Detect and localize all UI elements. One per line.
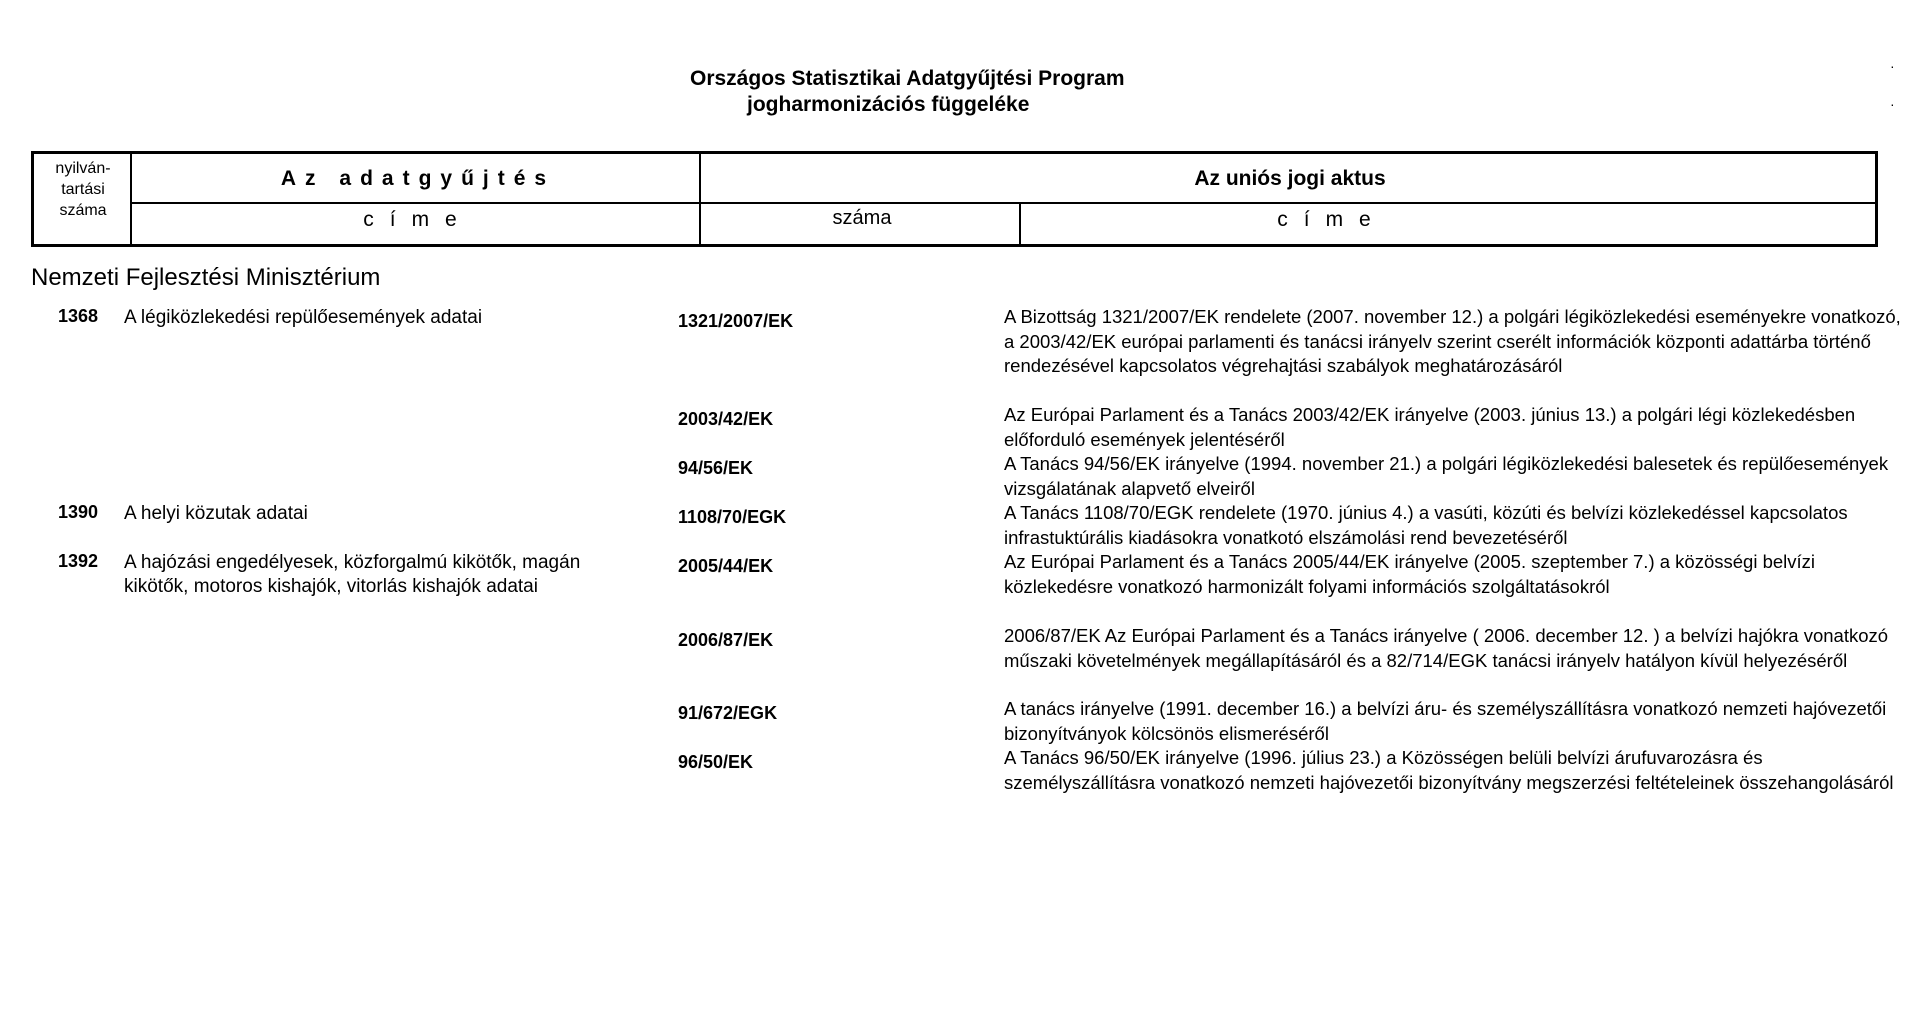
act-code: 94/56/EK: [678, 458, 754, 478]
act-description: 2006/87/EK Az Európai Parlament és a Tanács irányelve ( 2006. december 12. ) a belvízi hajókra vonatkozó műszaki követelmények megállapításáról és a 82/714/EGK tanácsi irányelv hatályon kívül helyezéséről: [1004, 625, 1889, 671]
ministry-heading: Nemzeti Fejlesztési Minisztérium: [31, 264, 381, 291]
record-title: A légiközlekedési repülőesemények adatai: [124, 307, 483, 328]
record-title: A hajózási engedélyesek, közforgalmú kikötők, magán kikötők, motoros kishajók, vitorlás kishajók adatai: [124, 552, 581, 597]
row-divider: [130, 202, 1875, 204]
record-number: 1390: [58, 502, 99, 522]
act-code: 2005/44/EK: [678, 556, 774, 576]
act-description: A Bizottság 1321/2007/EK rendelete (2007. november 12.) a polgári légiközlekedési eseményekre vonatkozó, a 2003/42/EK európai parlamenti és tanácsi irányelv szerint cserélt információk központi adattárba történő rendezésével kapcsolatos végrehajtási szabályok meghatározásáról: [1004, 306, 1901, 376]
act-description: A Tanács 1108/70/EGK rendelete (1970. június 4.) a vasúti, közúti és belvízi közlekedéssel kapcsolatos infrastuktúrális kiadásokra vonatkotó elszámolási rend bevezetéséről: [1004, 502, 1848, 548]
record-number: 1392: [58, 551, 99, 571]
margin-dot: ·: [1890, 96, 1895, 112]
title-line-1: Országos Statisztikai Adatgyűjtési Program: [690, 67, 1125, 90]
act-description: A Tanács 96/50/EK irányelve (1996. július 23.) a Közösségen belüli belvízi árufuvarozásra és személyszállításra vonatkozó nemzeti hajóvezetői bizonyítvány megszerzési feltételeinek összehangolásáról: [1004, 747, 1894, 793]
record-number: 1368: [58, 306, 99, 326]
title-line-2: jogharmonizációs függeléke: [747, 93, 1030, 116]
header-aktus-szama: száma: [832, 207, 892, 229]
act-description: A tanács irányelve (1991. december 16.) a belvízi áru- és személyszállításra vonatkozó nemzeti hajóvezetői bizonyítványok kölcsönös elismeréséről: [1004, 698, 1887, 744]
header-adatgyujtes-cime: címe: [363, 208, 473, 231]
act-code: 2006/87/EK: [678, 630, 774, 650]
header-aktus-cime: címe: [1277, 208, 1387, 231]
act-description: Az Európai Parlament és a Tanács 2003/42/EK irányelve (2003. június 13.) a polgári légi közlekedésben előforduló események jelentéséről: [1004, 404, 1856, 450]
act-description: Az Európai Parlament és a Tanács 2005/44/EK irányelve (2005. szeptember 7.) a közösségi belvízi közlekedésre vonatkozó harmonizált folyami információs szolgáltatásokról: [1004, 551, 1816, 597]
header-adatgyujtes: Az adatgyűjtés: [280, 167, 556, 190]
margin-dot: ·: [1890, 58, 1895, 74]
header-unios-jogi-aktus: Az uniós jogi aktus: [1194, 167, 1386, 190]
act-code: 2003/42/EK: [678, 409, 774, 429]
table-header: [31, 151, 1878, 247]
act-description: A Tanács 94/56/EK irányelve (1994. november 21.) a polgári légiközlekedési balesetek és repülőesemények vizsgálatának alapvető elveiről: [1004, 453, 1889, 499]
act-code: 96/50/EK: [678, 752, 754, 772]
record-title: A helyi közutak adatai: [124, 503, 308, 524]
act-code: 91/672/EGK: [678, 703, 778, 723]
act-code: 1108/70/EGK: [678, 507, 787, 527]
header-nyilvantartasi-szama: nyilván- tartási száma: [55, 160, 111, 219]
act-code: 1321/2007/EK: [678, 311, 794, 331]
